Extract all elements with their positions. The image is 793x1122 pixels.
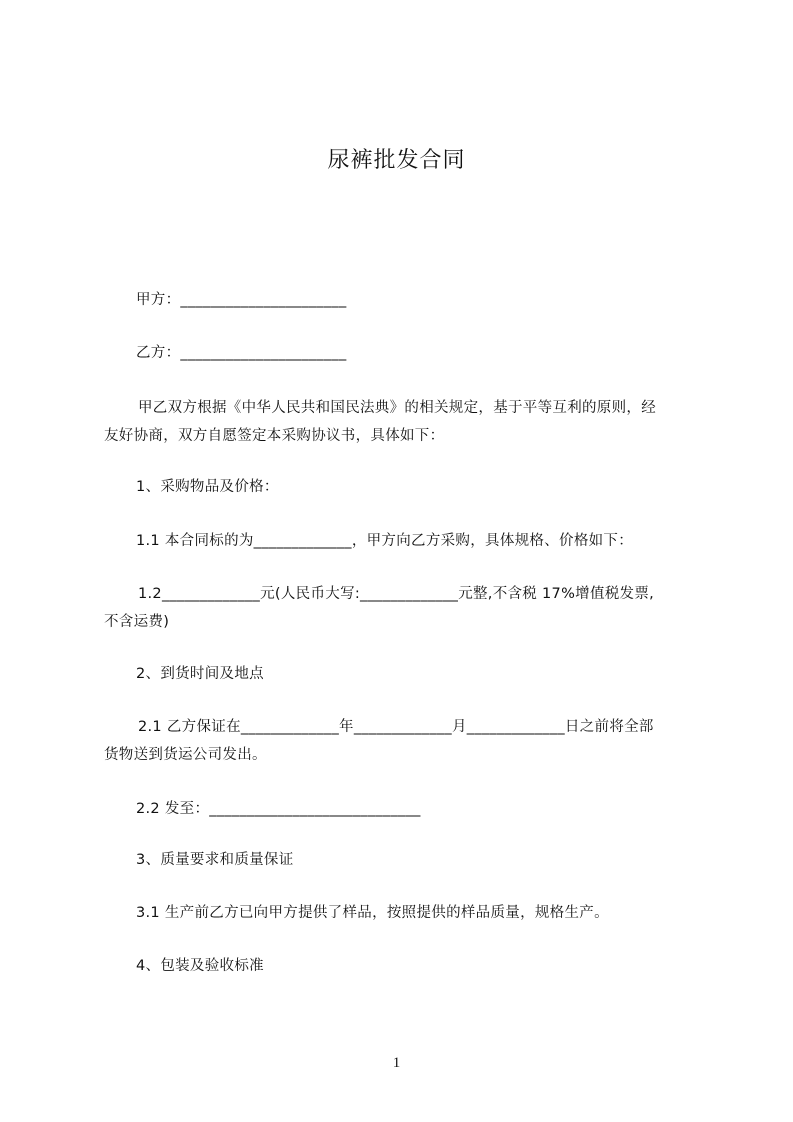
section-4-heading: 4、包装及验收标准	[136, 958, 264, 974]
clause-2-1-line-1: 2.1 乙方保证在_____________年_____________月_____________日之前将全部	[138, 719, 654, 735]
clause-1-2-line-1: 1.2_____________元(人民币大写:_____________元整,不含税 17%增值税发票,	[138, 586, 655, 602]
section-1-heading: 1、采购物品及价格：	[136, 479, 279, 495]
intro-paragraph-line-2: 友好协商，双方自愿签定本采购协议书，具体如下：	[104, 428, 445, 444]
clause-2-2: 2.2 发至：____________________________	[136, 801, 421, 817]
clause-3-1: 3.1 生产前乙方已向甲方提供了样品，按照提供的样品质量，规格生产。	[136, 905, 609, 921]
intro-paragraph-line-1: 甲乙双方根据《中华人民共和国民法典》的相关规定，基于平等互利的原则，经	[138, 400, 656, 416]
page-number: 1	[392, 1055, 401, 1071]
section-2-heading: 2、到货时间及地点	[136, 666, 264, 682]
section-3-heading: 3、质量要求和质量保证	[136, 852, 294, 868]
document-title: 尿裤批发合同	[327, 148, 466, 173]
clause-1-2-line-2: 不含运费)	[104, 614, 170, 630]
clause-1-1: 1.1 本合同标的为_____________，甲方向乙方采购，具体规格、价格如下：	[136, 533, 634, 549]
clause-2-1-line-2: 货物送到货运公司发出。	[104, 747, 267, 763]
party-a-line: 甲方：______________________	[136, 292, 347, 308]
party-b-line: 乙方：______________________	[136, 345, 347, 361]
